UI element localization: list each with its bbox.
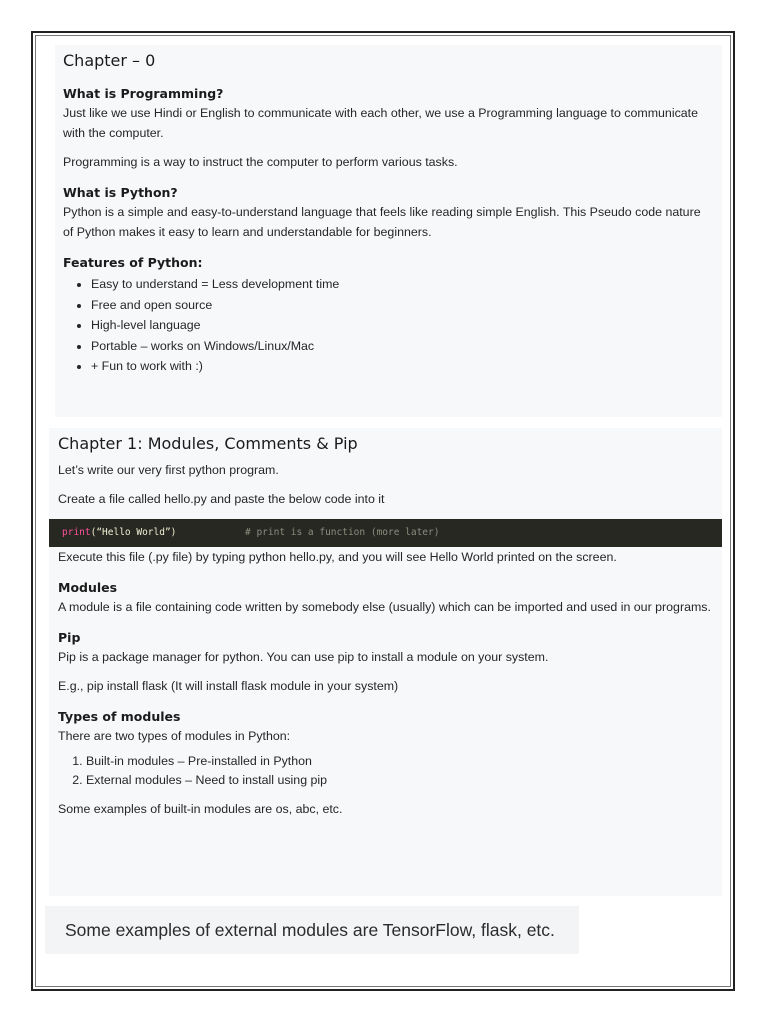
code-block [49, 519, 722, 547]
types-intro-text: There are two types of modules in Python: [58, 729, 291, 743]
list-item: • Free and open source [91, 295, 714, 316]
list-item: • Portable – works on Windows/Linux/Mac [91, 336, 714, 357]
what-is-programming-heading: What is Programming? [63, 86, 224, 101]
external-examples-text: Some examples of external modules are TensorFlow, flask, etc. [65, 920, 555, 940]
pip-heading: Pip [58, 630, 81, 645]
pip-text: Pip is a package manager for python. You can use pip to install a module on your system. [58, 650, 549, 664]
external-modules-section [45, 906, 579, 954]
what-is-python-heading: What is Python? [63, 185, 178, 200]
chapter-0-title: Chapter – 0 [63, 51, 156, 70]
code-comment: # print is a function (more later) [245, 527, 440, 538]
types-of-modules-heading: Types of modules [58, 709, 181, 724]
what-is-python-text: Python is a simple and easy-to-understand language that feels like reading simple English. This Pseudo code nature of Python makes it easy to learn and understandable for beginners. [63, 205, 701, 239]
list-item: 2. External modules – Need to install using pip [86, 771, 713, 790]
execute-text: Execute this file (.py file) by typing python hello.py, and you will see Hello World printed on the screen. [58, 550, 617, 564]
modules-heading: Modules [58, 580, 118, 595]
features-list [63, 274, 714, 377]
list-item: • Easy to understand = Less development time [91, 274, 714, 295]
modules-text: A module is a file containing code written by somebody else (usually) which can be imported and used in our programs. [58, 600, 711, 614]
list-item: • High-level language [91, 315, 714, 336]
list-item: • + Fun to work with :) [91, 356, 714, 377]
create-file-text: Create a file called hello.py and paste the below code into it [58, 492, 385, 506]
module-types-list [58, 752, 713, 790]
chapter-1-section [49, 428, 722, 896]
chapter-0-section [55, 45, 722, 417]
programming-definition-text: Programming is a way to instruct the computer to perform various tasks. [63, 155, 458, 169]
what-is-programming-text: Just like we use Hindi or English to communicate with each other, we use a Programming language to communicate with the computer. [63, 106, 698, 140]
code-function: print [62, 527, 91, 538]
pip-example-text: E.g., pip install flask (It will install flask module in your system) [58, 679, 399, 693]
code-arguments: (“Hello World”) [90, 527, 177, 538]
features-heading: Features of Python: [63, 255, 203, 270]
list-item: 1. Built-in modules – Pre-installed in Python [86, 752, 713, 771]
intro-text: Let’s write our very first python program. [58, 463, 279, 477]
builtin-examples-text: Some examples of built-in modules are os, abc, etc. [58, 802, 343, 816]
chapter-1-title: Chapter 1: Modules, Comments & Pip [58, 434, 358, 453]
